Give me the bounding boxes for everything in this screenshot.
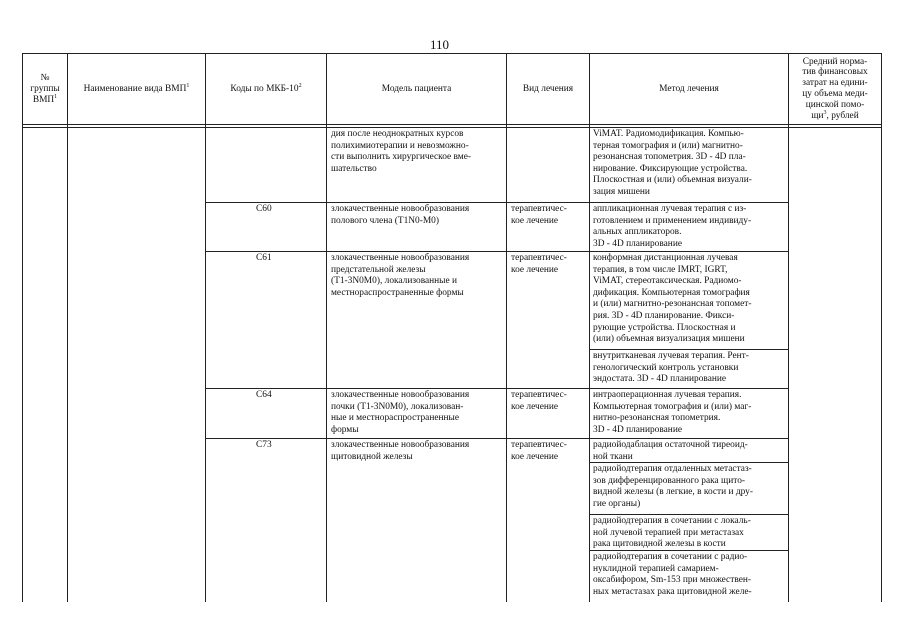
row-3-code: C64: [256, 390, 272, 400]
row-1-code: C60: [256, 204, 272, 214]
row-4-method-3: радиойодтерапия в сочетании с радио- нуклидной терапией самарием- оксабифором, Sm-153 при множествен- ных метастазах рака щитовидной желе-: [593, 552, 752, 597]
row-4-model: злокачественные новообразования щитовидной железы: [331, 440, 470, 462]
row-2-treatment: терапевтичес- кое лечение: [511, 253, 567, 275]
row-4-treatment: терапевтичес- кое лечение: [511, 440, 567, 462]
header-treatment-method: Метод лечения: [659, 83, 719, 94]
row-2-method-0: конформная дистанционная лучевая терапия, в том числе IMRT, IGRT, ViMAT, стереотаксическая. Радиомо- дификация. Компьютерная томография и (или) магнитно-резонансная топомет- рия. 3D - 4D планирование. Фикси- рующие устройства. Плоскостная и (или) объемная визуализация мишени: [593, 253, 752, 345]
row-2-code: C61: [256, 253, 272, 263]
header-financial-norm: Средний норма- тив финансовых затрат на едини- цу объема меди- цинской помо- $щи^3$, рублей: [802, 56, 868, 121]
header-patient-model: Модель пациента: [381, 83, 452, 94]
row-4-method-2: радиойодтерапия в сочетании с локаль- ной лучевой терапией при метастазах рака щитовидной железы в кости: [593, 516, 751, 550]
header-group-number: № группы ВМП$^1$: [30, 72, 60, 105]
row-1-model: злокачественные новообразования полового члена (T1N0-M0): [331, 204, 470, 226]
row-3-treatment: терапевтичес- кое лечение: [511, 390, 567, 412]
header-icd-codes: Коды по МКБ-$10^2$: [230, 82, 302, 94]
header-vmp-name: Наименование вида ВМП$^1$: [83, 82, 190, 94]
row-3-method-0: интраоперационная лучевая терапия. Компьютерная томография и (или) маг- нитно-резонансная топометрия. 3D - 4D планирование: [593, 390, 752, 435]
header-treatment-type: Вид лечения: [522, 83, 574, 94]
row-0-model: дия после неоднократных курсов полихимиотерапии и невозможно- сти выполнить хирургическое вме- шательство: [331, 129, 471, 174]
row-4-method-0: радиойодаблация остаточной тиреоид- ной ткани: [593, 440, 748, 462]
page-number: 110: [430, 37, 450, 52]
row-0-method-0: ViMAT. Радиомодификация. Компью- терная томография и (или) магнитно- резонансная топометрия. 3D - 4D пла- нирование. Фиксирующие устройства. Плоскостная и (или) объемная визуали- зация мишени: [593, 129, 752, 197]
row-1-method-0: аппликационная лучевая терапия с из- готовлением и применением индивиду- альных аппликаторов. 3D - 4D планирование: [593, 204, 752, 249]
row-2-model: злокачественные новообразования предстательной железы (T1-3N0M0), локализованные и местнораспространенные формы: [331, 253, 470, 298]
row-4-code: C73: [256, 440, 272, 450]
row-3-model: злокачественные новообразования почки (T1-3N0M0), локализован- ные и местнораспространенные формы: [331, 390, 470, 435]
row-2-method-1: внутритканевая лучевая терапия. Рент- генологический контроль установки эндостата. 3D - 4D планирование: [593, 351, 749, 385]
row-4-method-1: радиойодтерапия отдаленных метастаз- зов дифференцированного рака щито- видной железы (в легкие, в кости и дру- гие органы): [593, 464, 753, 509]
row-1-treatment: терапевтичес- кое лечение: [511, 204, 567, 226]
